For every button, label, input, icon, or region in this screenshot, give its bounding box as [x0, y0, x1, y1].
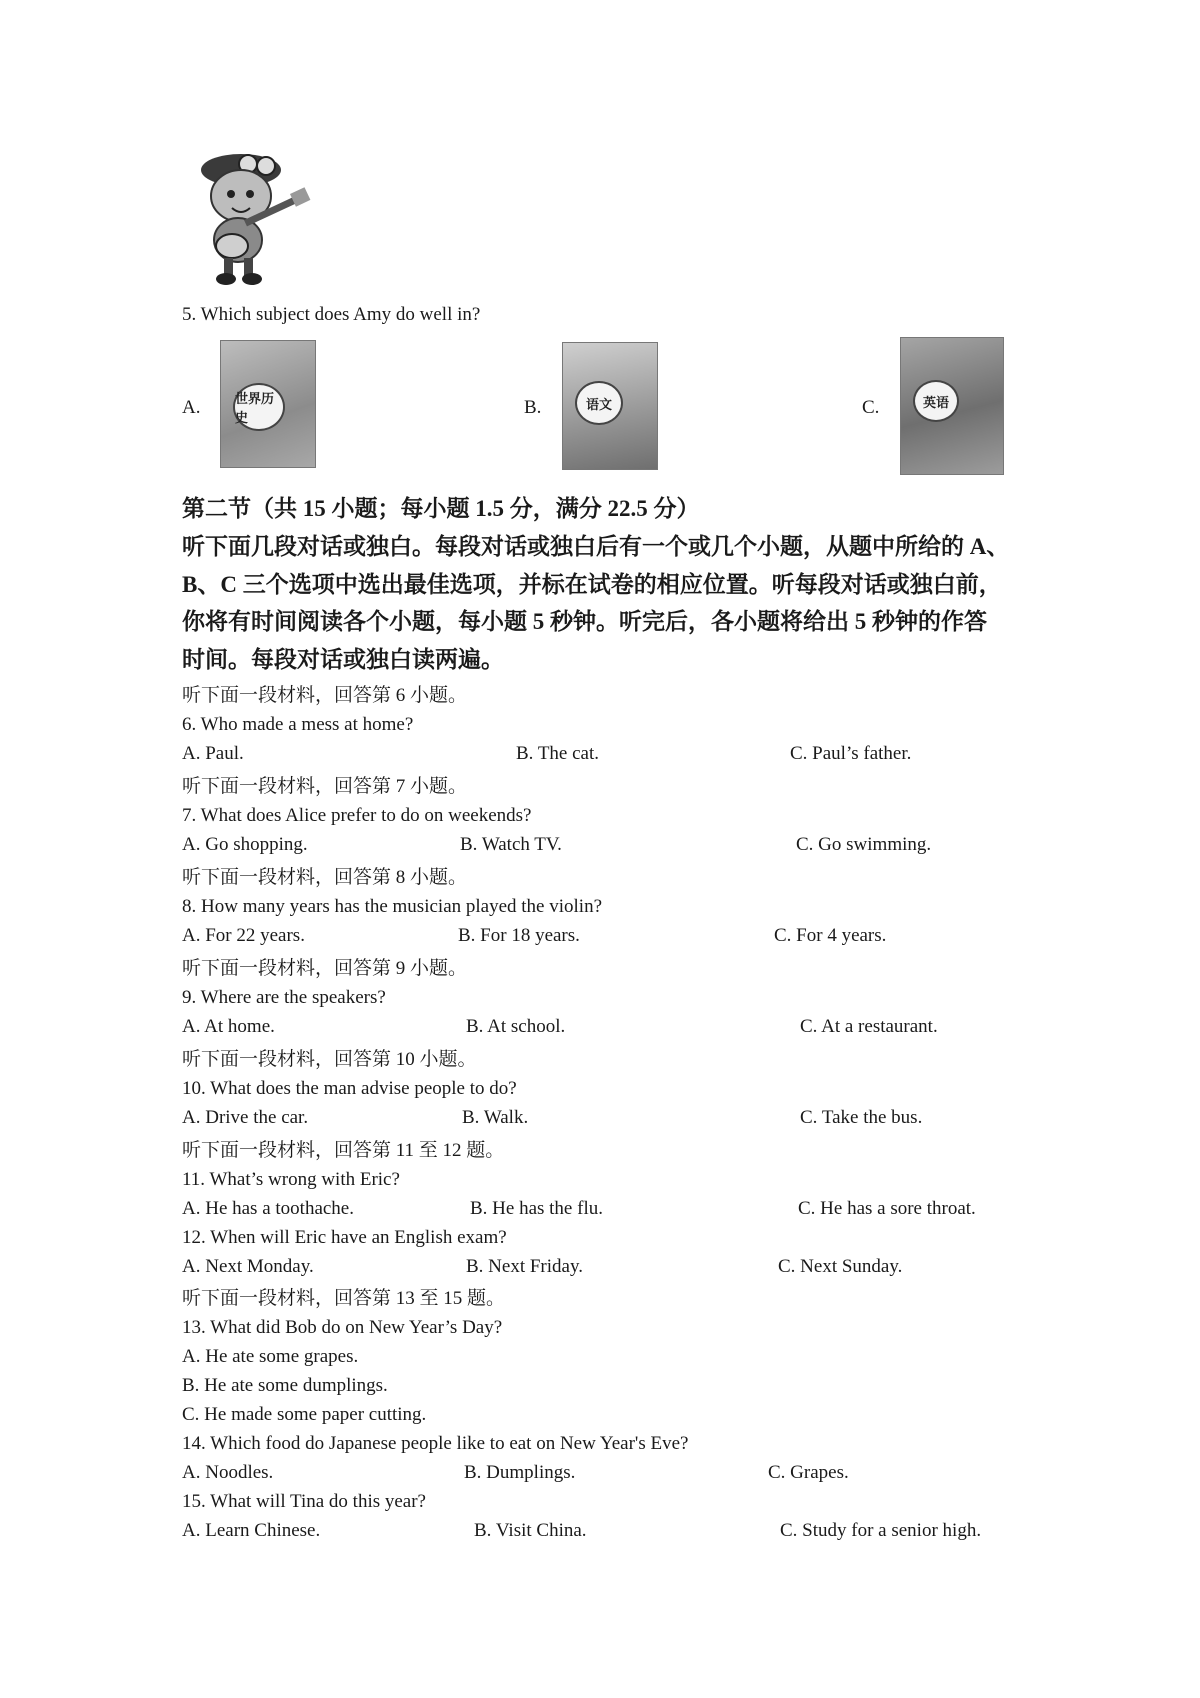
q14-option-a: A. Noodles. — [182, 1462, 274, 1483]
q6-option-c: C. Paul’s father. — [790, 743, 912, 764]
q9-option-a: A. At home. — [182, 1016, 275, 1037]
group-instruction-10: 听下面一段材料，回答第 10 小题。 — [182, 1049, 477, 1070]
group-instruction-9: 听下面一段材料，回答第 9 小题。 — [182, 958, 468, 979]
option-label-c: C. — [862, 397, 880, 418]
q12-option-b: B. Next Friday. — [466, 1256, 583, 1277]
question-15: 15. What will Tina do this year? — [182, 1491, 426, 1512]
q9-option-b: B. At school. — [466, 1016, 566, 1037]
q15-option-b: B. Visit China. — [474, 1520, 587, 1541]
section-2-instructions-line-1: 听下面几段对话或独白。每段对话或独白后有一个或几个小题，从题中所给的 A、 — [182, 534, 1010, 559]
q8-option-c: C. For 4 years. — [774, 925, 887, 946]
q13-option-b: B. He ate some dumplings. — [182, 1375, 388, 1396]
history-book-image — [220, 340, 316, 468]
book-title-history: 世界历史 — [233, 383, 285, 431]
q7-option-b: B. Watch TV. — [460, 834, 562, 855]
q11-option-b: B. He has the flu. — [470, 1198, 603, 1219]
q15-option-a: A. Learn Chinese. — [182, 1520, 321, 1541]
option-label-a: A. — [182, 397, 201, 418]
question-10: 10. What does the man advise people to do? — [182, 1078, 517, 1099]
q11-option-a: A. He has a toothache. — [182, 1198, 354, 1219]
group-instruction-7: 听下面一段材料，回答第 7 小题。 — [182, 776, 468, 797]
question-5: 5. Which subject does Amy do well in? — [182, 304, 481, 325]
question-8: 8. How many years has the musician played the violin? — [182, 896, 603, 917]
q14-option-c: C. Grapes. — [768, 1462, 849, 1483]
question-7: 7. What does Alice prefer to do on weekends? — [182, 805, 532, 826]
section-2-instructions-line-2: B、C 三个选项中选出最佳选项，并标在试卷的相应位置。听每段对话或独白前， — [182, 572, 1002, 597]
option-label-b: B. — [524, 397, 542, 418]
q12-option-a: A. Next Monday. — [182, 1256, 314, 1277]
question-11: 11. What’s wrong with Eric? — [182, 1169, 400, 1190]
section-2-instructions-line-3: 你将有时间阅读各个小题，每小题 5 秒钟。听完后，各小题将给出 5 秒钟的作答 — [182, 609, 987, 634]
q6-option-b: B. The cat. — [516, 743, 600, 764]
book-title-chinese: 语文 — [575, 381, 623, 425]
question-9: 9. Where are the speakers? — [182, 987, 386, 1008]
group-instruction-8: 听下面一段材料，回答第 8 小题。 — [182, 867, 468, 888]
q13-option-c: C. He made some paper cutting. — [182, 1404, 427, 1425]
q15-option-c: C. Study for a senior high. — [780, 1520, 982, 1541]
cartoon-guitar-girl-illustration — [186, 148, 321, 288]
q10-option-b: B. Walk. — [462, 1107, 529, 1128]
book-title-english: 英语 — [913, 380, 959, 422]
q10-option-c: C. Take the bus. — [800, 1107, 923, 1128]
q12-option-c: C. Next Sunday. — [778, 1256, 903, 1277]
english-book-image — [900, 337, 1004, 475]
question-14: 14. Which food do Japanese people like to eat on New Year's Eve? — [182, 1433, 689, 1454]
question-12: 12. When will Eric have an English exam? — [182, 1227, 507, 1248]
q13-option-a: A. He ate some grapes. — [182, 1346, 359, 1367]
q8-option-b: B. For 18 years. — [458, 925, 580, 946]
question-6: 6. Who made a mess at home? — [182, 714, 414, 735]
q7-option-c: C. Go swimming. — [796, 834, 932, 855]
q7-option-a: A. Go shopping. — [182, 834, 308, 855]
group-instruction-11-12: 听下面一段材料，回答第 11 至 12 题。 — [182, 1140, 505, 1161]
q6-option-a: A. Paul. — [182, 743, 244, 764]
chinese-book-image — [562, 342, 658, 470]
group-instruction-13-15: 听下面一段材料，回答第 13 至 15 题。 — [182, 1288, 506, 1309]
q8-option-a: A. For 22 years. — [182, 925, 305, 946]
group-instruction-6: 听下面一段材料，回答第 6 小题。 — [182, 685, 468, 706]
q14-option-b: B. Dumplings. — [464, 1462, 576, 1483]
q10-option-a: A. Drive the car. — [182, 1107, 309, 1128]
q9-option-c: C. At a restaurant. — [800, 1016, 938, 1037]
q11-option-c: C. He has a sore throat. — [798, 1198, 976, 1219]
question-13: 13. What did Bob do on New Year’s Day? — [182, 1317, 503, 1338]
section-2-instructions-line-4: 时间。每段对话或独白读两遍。 — [182, 647, 504, 672]
section-2-heading: 第二节（共 15 小题；每小题 1.5 分，满分 22.5 分） — [182, 496, 700, 521]
